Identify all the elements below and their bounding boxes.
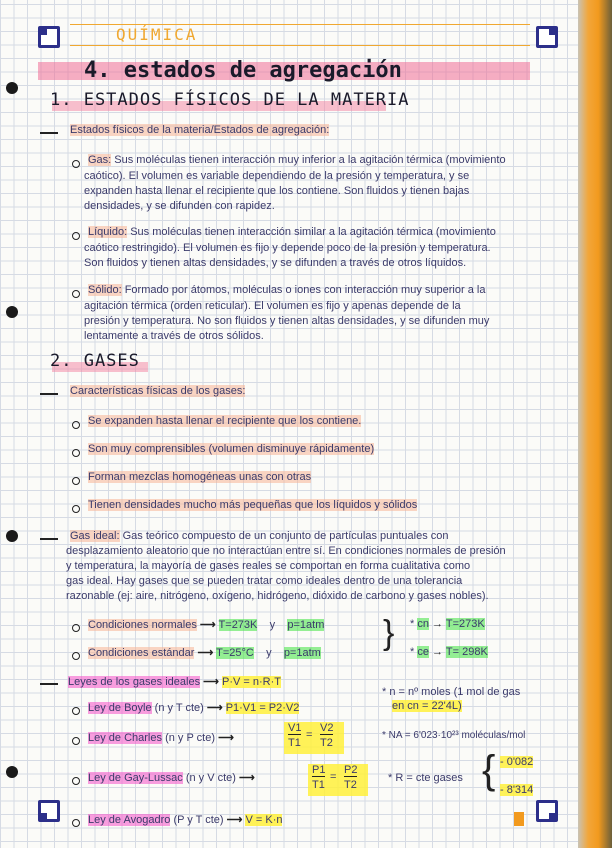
bullet xyxy=(72,290,80,298)
fraction-den: T1 xyxy=(288,737,301,749)
abbr-key: ce xyxy=(417,646,429,658)
subject-header xyxy=(70,24,530,46)
brace-icon: } xyxy=(383,614,395,652)
abbr-value: T=273K xyxy=(445,618,485,630)
gas-constant-value: - 0'082 xyxy=(500,756,534,768)
fraction-num: P2 xyxy=(344,764,358,776)
page-edge xyxy=(578,0,612,848)
abbr-key: cn xyxy=(417,618,429,630)
section1-intro: Estados físicos de la materia/Estados de agregación: xyxy=(70,124,330,136)
gas-property: Tienen densidades mucho más pequeñas que los líquidos y sólidos xyxy=(88,499,418,511)
arrow-icon: → xyxy=(432,646,444,658)
law-formula: V1 T1 = V2 T2 xyxy=(284,722,344,754)
solid-line: presión y temperatura. No son fluidos y tienen altas densidades, y se difunden muy xyxy=(84,315,490,327)
corner-mark xyxy=(38,800,60,822)
ideal-gas-line: Gas teórico compuesto de un conjunto de partículas puntuales con xyxy=(122,530,449,542)
conjunction: y xyxy=(266,647,272,659)
corner-mark xyxy=(38,26,60,48)
condition-pressure: p=1atm xyxy=(287,619,325,631)
arrow-icon: ⟶ xyxy=(239,772,255,784)
punch-hole xyxy=(6,82,18,94)
law-condition: (n y P cte) xyxy=(165,732,215,744)
condition-temp: T=273K xyxy=(218,619,258,631)
bullet xyxy=(72,232,80,240)
page-title: 4. estados de agregación xyxy=(84,58,402,83)
fraction-den: T1 xyxy=(312,779,325,791)
dash-marker xyxy=(40,538,58,540)
punch-hole xyxy=(6,306,18,318)
fraction-den: T2 xyxy=(344,779,357,791)
ideal-gas-law: P·V = n·R·T xyxy=(222,676,281,688)
gas-property: Forman mezclas homogéneas unas con otras xyxy=(88,471,312,483)
arrow-icon: ⟶ xyxy=(203,676,219,688)
arrow-icon: ⟶ xyxy=(206,702,223,714)
note-moles: * n = nº moles (1 mol de gas xyxy=(382,686,521,698)
bullet xyxy=(72,707,80,715)
corner-mark xyxy=(536,800,558,822)
ideal-gas-label: Gas ideal: xyxy=(70,530,120,542)
law-label: Ley de Gay-Lussac xyxy=(88,772,183,784)
conjunction: y xyxy=(269,619,276,631)
decorative-tab xyxy=(514,812,524,826)
arrow-icon: ⟶ xyxy=(226,814,243,826)
dash-marker xyxy=(40,683,58,685)
gas-line: expanden hasta llenar el recipiente que los contiene. Son fluidos y tienen bajas xyxy=(84,185,470,197)
note-avogadro: * NA = 6'023·10²³ moléculas/mol xyxy=(382,730,526,741)
condition-label: Condiciones estándar xyxy=(88,647,195,659)
bullet xyxy=(72,624,80,632)
solid-line: Formado por átomos, moléculas o iones con interacción muy superior a la xyxy=(124,284,486,296)
brace-icon: { xyxy=(482,748,496,792)
dash-marker xyxy=(40,132,58,134)
law-label: Ley de Charles xyxy=(88,732,162,744)
law-condition: (n y T cte) xyxy=(154,702,204,714)
note-gas-constant: * R = cte gases xyxy=(388,772,463,784)
gas-property: Son muy comprensibles (volumen disminuye rápidamente) xyxy=(88,443,375,455)
gas-line: caótico). El volumen es variable dependiendo de la presión y temperatura, y se xyxy=(84,170,470,182)
punch-hole xyxy=(6,766,18,778)
arrow-icon: ⟶ xyxy=(197,647,214,659)
gas-constant-value: - 8'314 xyxy=(500,784,534,796)
ideal-gas-line: razonable (ej: aire, nitrógeno, oxígeno, hidrógeno, dióxido de carbono y gases nobles). xyxy=(66,590,489,602)
liquid-label: Líquido: xyxy=(88,226,128,238)
ideal-gas-line: y temperatura, la mayoría de gases reales se comportan en forma cualitativa como xyxy=(66,560,471,572)
liquid-line: Son fluidos y tienen altas densidades, y se difunden a través de otros líquidos. xyxy=(84,257,467,269)
fraction-num: V2 xyxy=(320,722,334,734)
solid-line: lentamente a través de otros sólidos. xyxy=(84,330,264,342)
liquid-line: Sus moléculas tienen interacción similar a la agitación térmica (movimiento xyxy=(130,226,496,238)
bullet xyxy=(72,449,80,457)
subject-label: QUÍMICA xyxy=(116,25,198,44)
ideal-gas-line: desplazamiento aleatorio que no interactúan entre sí. En condiciones normales de presión xyxy=(66,545,506,557)
condition-label: Condiciones normales xyxy=(88,619,197,631)
note-moles-cn: en cn = 22'4L) xyxy=(392,700,462,712)
condition-temp: T=25°C xyxy=(216,647,254,659)
punch-hole xyxy=(6,530,18,542)
bullet xyxy=(72,652,80,660)
law-condition: (n y V cte) xyxy=(185,772,236,784)
bullet xyxy=(72,819,80,827)
bullet xyxy=(72,737,80,745)
arrow-icon: ⟶ xyxy=(199,619,216,631)
bullet xyxy=(72,421,80,429)
arrow-icon: ⟶ xyxy=(218,732,234,744)
fraction-num: P1 xyxy=(312,764,326,776)
law-label: Ley de Boyle xyxy=(88,702,152,714)
bullet xyxy=(72,777,80,785)
gas-label: Gas: xyxy=(88,154,112,166)
gas-line: densidades, y se difunden con rapidez. xyxy=(84,200,275,212)
laws-label: Leyes de los gases ideales xyxy=(68,676,201,688)
liquid-line: caótico restringido). El volumen es fijo y depende poco de la presión y temperatura. xyxy=(84,242,491,254)
solid-line: agitación térmica (orden reticular). El volumen es fijo y apenas depende de la xyxy=(84,300,461,312)
note-star: * xyxy=(410,646,415,658)
gas-line: Sus moléculas tienen interacción muy inferior a la agitación térmica (movimiento xyxy=(114,154,506,166)
law-condition: (P y T cte) xyxy=(173,814,224,826)
corner-mark xyxy=(536,26,558,48)
solid-label: Sólido: xyxy=(88,284,122,296)
section2-heading: 2. GASES xyxy=(50,351,140,371)
section2-intro: Características físicas de los gases: xyxy=(70,385,246,397)
bullet xyxy=(72,160,80,168)
law-formula: P1 T1 = P2 T2 xyxy=(308,764,368,796)
fraction-den: T2 xyxy=(320,737,333,749)
dash-marker xyxy=(40,393,58,395)
gas-property: Se expanden hasta llenar el recipiente que los contiene. xyxy=(88,415,362,427)
bullet xyxy=(72,505,80,513)
section1-heading: 1. ESTADOS FÍSICOS DE LA MATERIA xyxy=(50,90,410,110)
abbr-value: T= 298K xyxy=(445,646,488,658)
ideal-gas-line: gas ideal. Hay gases que se pueden tratar como ideales dentro de una tolerancia xyxy=(66,575,463,587)
law-formula: V = K·n xyxy=(245,814,283,826)
condition-pressure: p=1atm xyxy=(283,647,321,659)
arrow-icon: → xyxy=(432,618,444,630)
note-star: * xyxy=(410,618,415,630)
law-label: Ley de Avogadro xyxy=(88,814,171,826)
bullet xyxy=(72,477,80,485)
law-formula: P1·V1 = P2·V2 xyxy=(225,702,300,714)
fraction-num: V1 xyxy=(288,722,302,734)
